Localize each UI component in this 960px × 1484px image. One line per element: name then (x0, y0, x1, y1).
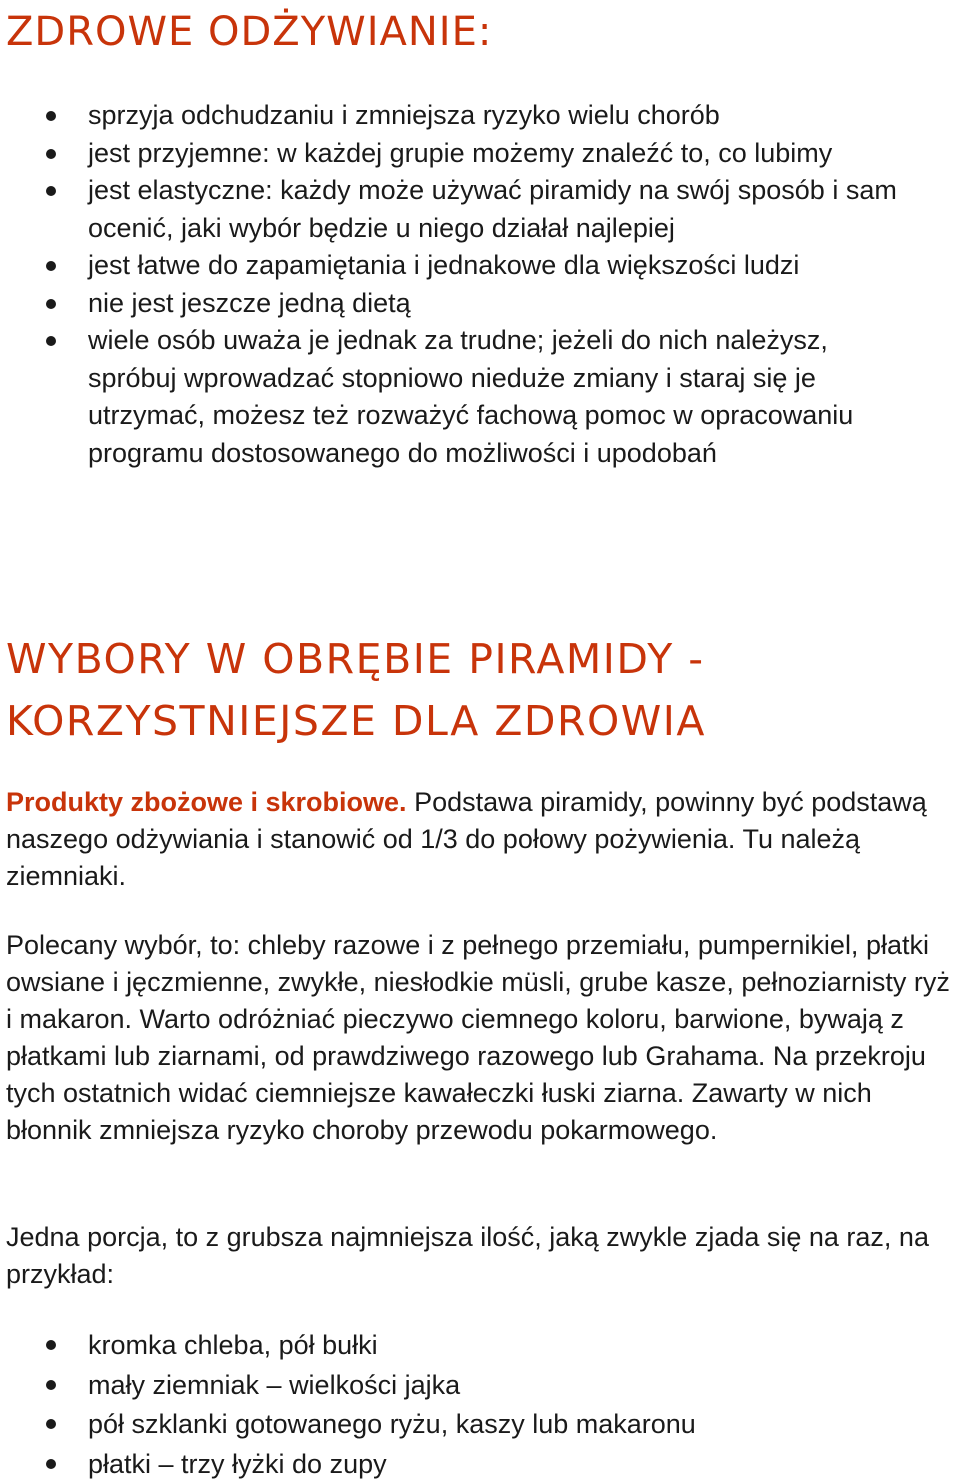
portion-examples-list (0, 1326, 920, 1484)
heading-line: KORZYSTNIEJSZE DLA ZDROWIA (6, 697, 706, 745)
section-heading-pyramid-choices (6, 628, 706, 752)
paragraph-lead: Produkty zbożowe i skrobiowe. (6, 787, 407, 817)
paragraph-grain-products (6, 784, 956, 895)
benefits-list (0, 97, 920, 472)
list-item: sprzyja odchudzaniu i zmniejsza ryzyko wielu chorób (0, 97, 920, 135)
paragraph-text: Podstawa piramidy, powinny być podstawą naszego odżywiania i stanowić od 1/3 do połowy pożywienia. Tu należą ziemniaki. (6, 787, 927, 891)
heading-line: WYBORY W OBRĘBIE PIRAMIDY - (6, 635, 705, 683)
section-heading-healthy-eating: ZDROWE ODŻYWIANIE: (6, 4, 492, 60)
list-item: mały ziemniak – wielkości jajka (0, 1366, 920, 1406)
list-item: płatki – trzy łyżki do zupy (0, 1445, 920, 1484)
list-item: pół szklanki gotowanego ryżu, kaszy lub makaronu (0, 1405, 920, 1445)
list-item: jest elastyczne: każdy może używać piramidy na swój sposób i sam ocenić, jaki wybór będzie u niego działał najlepiej (0, 172, 920, 247)
paragraph-recommended-choice: Polecany wybór, to: chleby razowe i z pełnego przemiału, pumpernikiel, płatki owsiane i jęczmienne, zwykłe, niesłodkie müsli, grube kasze, pełnoziarnisty ryż i makaron. Warto odróżniać pieczywo ciemnego koloru, barwione, bywają z płatkami lub ziarnami, od prawdziwego razowego lub Grahama. Na przekroju tych ostatnich widać ciemniejsze kawałeczki łuski ziarna. Zawarty w nich błonnik zmniejsza ryzyko choroby przewodu pokarmowego. (6, 927, 956, 1149)
list-item: wiele osób uważa je jednak za trudne; jeżeli do nich należysz, spróbuj wprowadzać stopniowo nieduże zmiany i staraj się je utrzymać, możesz też rozważyć fachową pomoc w opracowaniu programu dostosowanego do możliwości i upodobań (0, 322, 920, 472)
list-item: jest łatwe do zapamiętania i jednakowe dla większości ludzi (0, 247, 920, 285)
list-item: nie jest jeszcze jedną dietą (0, 285, 920, 323)
list-item: jest przyjemne: w każdej grupie możemy znaleźć to, co lubimy (0, 135, 920, 173)
paragraph-portion: Jedna porcja, to z grubsza najmniejsza ilość, jaką zwykle zjada się na raz, na przykład: (6, 1219, 956, 1293)
list-item: kromka chleba, pół bułki (0, 1326, 920, 1366)
